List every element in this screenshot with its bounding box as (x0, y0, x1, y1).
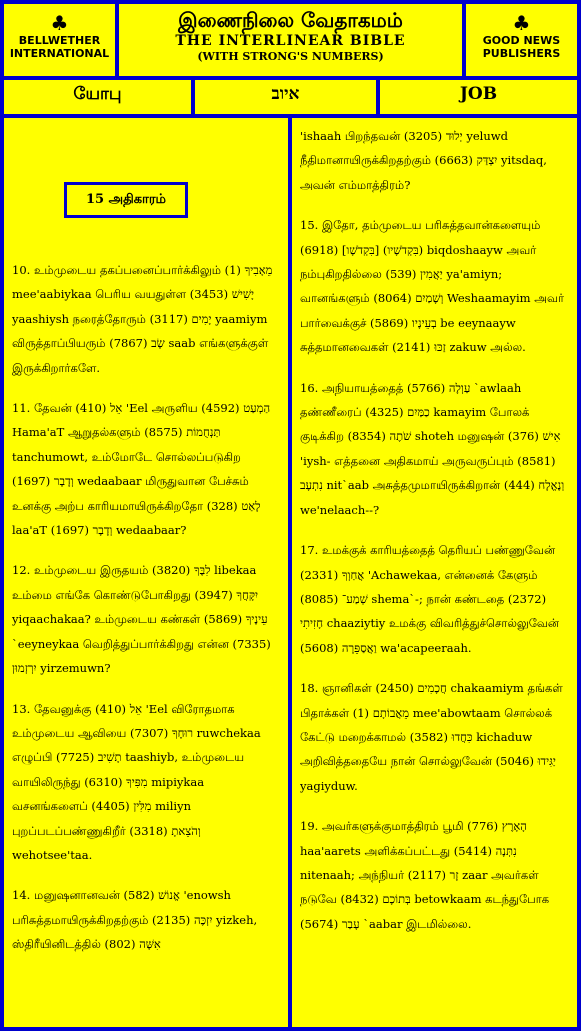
verse-13: 13. தேவனுக்கு (410) אֵל 'Eel விரோதமாக உம்முடைய ஆவியை (7307) רוּחֶךָ ruwchekaa எழுப்பி (7725) תָשִׁיב taashiyb, உம்முடைய வாயிலிருந்து (6310) מִפִּיךָ mipiykaa வசனங்களைப் (4405) מִלִּין miliyn புறப்படப்பண்ணுகிறீர் (3318) וְהֹצֵאתָ wehotsee'taa. (12, 701, 261, 862)
verse-18: 18. ஞானிகள் (2450) חֲכָמִים chakaamiym தங்கள் பிதாக்கள் (1) מֵאֲבוֹתָם mee'abowtaam சொல்லக் கேட்டு மறைக்காமல் (3582) כִּחֲדוּ kichaduw அறிவித்ததையே நான் சொல்லுவேன் (5046) יַגִּידוּ yagiyduw. (300, 681, 563, 793)
bellwether-logo-icon: ♣ (50, 11, 69, 35)
verse-19: 19. அவர்களுக்குமாத்திரம் பூமி (776) הָאָרֶץ haa'aarets அளிக்கப்பட்டது (5414) נִתְּנָה nitenaah; அந்நியர் (2117) זָר zaar அவர்கள் நடுவே (8432) בְּתוֹכָם betowkaam கடந்துபோக (5674) עָבַר `aabar இடமில்லை. (300, 819, 550, 931)
verse-12: 12. உம்முடைய இருதயம் (3820) לִבֶּךָ libekaa உம்மை எங்கே கொண்டுபோகிறது (3947) יִקָּחֲךָ yiqaachakaa? உம்முடைய கண்கள் (5869) עֵינֶיךָ `eeyneykaa வெறித்துப்பார்க்கிறது என்ன (7335) יִרְזְמוּן yirzemuwn? (12, 563, 271, 676)
verse-10: 10. உம்முடைய தகப்பனைப்பார்க்கிலும் (1) מֵאָבִיךָ mee'aabiykaa பெரிய வயதுள்ள (3453) יָשִׁישׁ yaashiysh நரைத்தோரும் (3117) יָמִים yaamiym விருத்தாப்பியரும் (7867) שָׂב saab எங்களுக்குள் இருக்கிறார்களே. (12, 263, 273, 375)
chapter-heading: 15 அதிகாரம் (64, 182, 188, 218)
good-news-logo-icon: ♣ (512, 11, 531, 35)
title-block (119, 4, 462, 76)
title-subtitle: (WITH STRONG'S NUMBERS) (197, 50, 384, 63)
verse-14-end: 'ishaah பிறந்தவன் (3205) יְלוּד yeluwd நீதிமானாயிருக்கிறதற்கும் (6663) יִצְדַּק yitsdaq, அவன் எம்மாத்திரம்? (300, 129, 547, 192)
book-tamil: யோபு (4, 80, 191, 114)
verse-16: 16. அநியாயத்தைத் (5766) עַוְלָה `awlaah தண்ணீரைப் (4325) כַמַּיִם kamayim போலக் குடிக்கிற (8354) שֹׁתֶה shoteh மனுஷன் (376) אִישׁ 'iysh- எத்தனை அதிகமாய் அருவருப்பும் (8581) נִתְעָב nit`aab அசுத்தமுமாயிருக்கிறான் (444) וְנֶאֱלָח we'nelaach--? (300, 380, 565, 517)
right-logo: ♣ GOOD NEWS PUBLISHERS (466, 4, 577, 76)
title-tamil: இணைநிலை வேதாகமம் (178, 8, 403, 32)
title-english: THE INTERLINEAR BIBLE (175, 33, 406, 49)
verse-15: 15. இதோ, தம்முடைய பரிசுத்தவான்களையும் (6918) [בִּקְדֹשָׁו] (בִּקְדֹשָׁיו) biqdoshaayw அவர் நம்புகிறதில்லை (539) יַאֲמִין ya'amiyn; வானங்களும் (8064) וְשָׁמַיִם Weshaamayim அவர் பார்வைக்குச் (5869) בְעֵינָיו be eeynaayw சுத்தமானவைகள் (2141) זַכּוּ zakuw அல்ல. (300, 218, 564, 355)
verse-11: 11. தேவன் (410) אֵל 'Eel அருளிய (4592) הַמְעַט Hama'aT ஆறுதல்களும் (8575) תַּנְחֻמוֹת tanchumowt, உம்மோடே சொல்லப்படுகிற (1697) וְדָבָר wedaabaar மிருதுவான பேச்சும் உனக்கு அற்ப காரியமாயிருக்கிறதோ (328) לָאַט laa'aT (1697) וְדָבָר wedaabaar? (12, 401, 271, 538)
right-column-text (300, 124, 570, 1022)
verse-14-start: 14. மனுஷனானவன் (582) אֱנוֹשׁ 'enowsh பரிசுத்தமாயிருக்கிறதற்கும் (2135) יִזְכֶּה yizkeh, ஸ்திரீயினிடத்தில் (802) אִשָּׁה (12, 888, 258, 952)
left-logo: ♣ BELLWETHER INTERNATIONAL (4, 4, 115, 76)
book-hebrew: איוב (195, 80, 376, 114)
left-column-text (12, 132, 280, 1022)
book-english: JOB (380, 80, 577, 114)
verse-17: 17. உமக்குக் காரியத்தைத் தெரியப் பண்ணுவேன் (2331) אֲחַוְךָ 'Achawekaa, என்னைக் கேளும் (8085) שְׁמַע־ shema`-; நான் கண்டதை (2372) חָזִיתִי chaaziytiy உமக்கு விவரித்துச்சொல்லுவேன் (5608) וַאֲסַפֵּרָה wa'acapeeraah. (300, 543, 560, 655)
